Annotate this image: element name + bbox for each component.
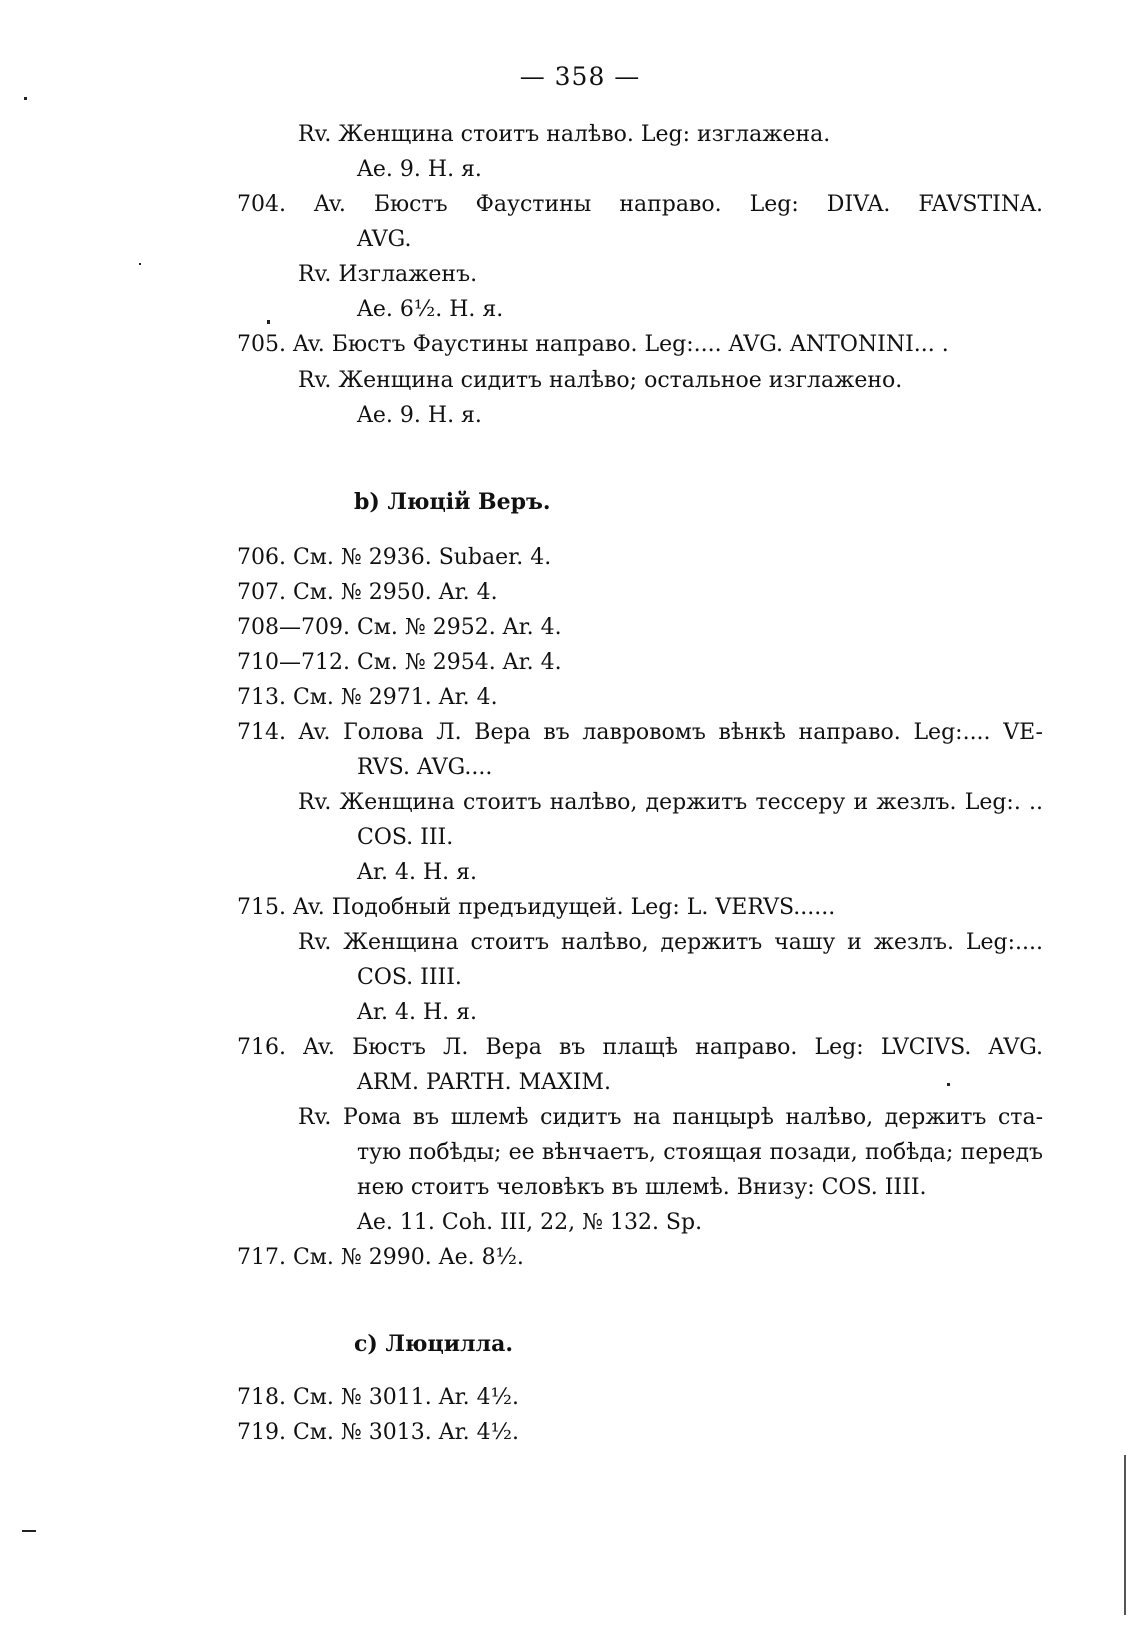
- text-line: 706. См. № 2936. Subaer. 4.: [237, 545, 552, 570]
- section-heading: b) Люцiй Веръ.: [354, 489, 551, 515]
- text-line: тую побѣды; ее вѣнчаетъ, стоящая позади, побѣда; передъ: [357, 1140, 1043, 1165]
- text-line: 705. Av. Бюстъ Фаустины направо. Leg:.... AVG. ANTONINI... .: [237, 332, 949, 357]
- text-line: 708—709. См. № 2952. Ar. 4.: [237, 615, 562, 640]
- text-line: AVG.: [357, 227, 412, 252]
- text-line: ARM. PARTH. MAXIM.: [357, 1070, 611, 1095]
- text-line: нею стоитъ человѣкъ въ шлемѣ. Внизу: COS. IIII.: [357, 1175, 927, 1200]
- text-line: Ae. 9. Н. я.: [357, 157, 482, 182]
- page-number: — 358 —: [519, 62, 641, 91]
- text-line: 707. См. № 2950. Ar. 4.: [237, 580, 498, 605]
- text-line: Rv. Женщина стоитъ налѣво. Leg: изглажена.: [298, 122, 831, 147]
- text-line: Rv. Рома въ шлемѣ сидитъ на панцырѣ налѣво, держитъ ста-: [298, 1105, 1043, 1130]
- section-heading: c) Люцилла.: [354, 1331, 513, 1357]
- text-line: 719. См. № 3013. Ar. 4½.: [237, 1420, 519, 1445]
- scan-speck: [24, 97, 27, 100]
- text-line: 715. Av. Подобный предъидущей. Leg: L. VERVS......: [237, 895, 836, 920]
- text-line: 717. См. № 2990. Ae. 8½.: [237, 1245, 524, 1270]
- binding-edge: [1124, 1455, 1126, 1615]
- edge-mark: [22, 1530, 36, 1532]
- text-line: Ar. 4. Н. я.: [357, 1000, 478, 1025]
- text-line: 716. Av. Бюстъ Л. Вера въ плащѣ направо. Leg: LVCIVS. AVG.: [237, 1035, 1043, 1060]
- text-line: Rv. Женщина стоитъ налѣво, держитъ тессеру и жезлъ. Leg:. ..: [298, 790, 1043, 815]
- text-line: 710—712. См. № 2954. Ar. 4.: [237, 650, 562, 675]
- text-line: Ar. 4. Н. я.: [357, 860, 478, 885]
- scan-speck: [947, 1083, 950, 1086]
- text-line: Ae. 9. Н. я.: [357, 403, 482, 428]
- text-line: 718. См. № 3011. Ar. 4½.: [237, 1385, 519, 1410]
- scan-speck: [267, 320, 270, 324]
- text-line: 704. Av. Бюстъ Фаустины направо. Leg: DIVA. FAVSTINA.: [237, 192, 1043, 217]
- text-line: Ae. 6½. Н. я.: [357, 297, 504, 322]
- text-line: 713. См. № 2971. Ar. 4.: [237, 685, 498, 710]
- text-line: Ae. 11. Coh. III, 22, № 132. Sp.: [357, 1210, 703, 1235]
- scan-speck: [139, 263, 141, 265]
- text-line: Rv. Женщина сидитъ налѣво; остальное изглажено.: [298, 368, 903, 393]
- text-line: COS. III.: [357, 825, 454, 850]
- text-line: RVS. AVG....: [357, 755, 493, 780]
- text-line: Rv. Женщина стоитъ налѣво, держитъ чашу и жезлъ. Leg:....: [298, 930, 1043, 955]
- text-line: COS. IIII.: [357, 965, 462, 990]
- text-line: Rv. Изглаженъ.: [298, 262, 478, 287]
- text-line: 714. Av. Голова Л. Вера въ лавровомъ вѣнкѣ направо. Leg:.... VE-: [237, 720, 1043, 745]
